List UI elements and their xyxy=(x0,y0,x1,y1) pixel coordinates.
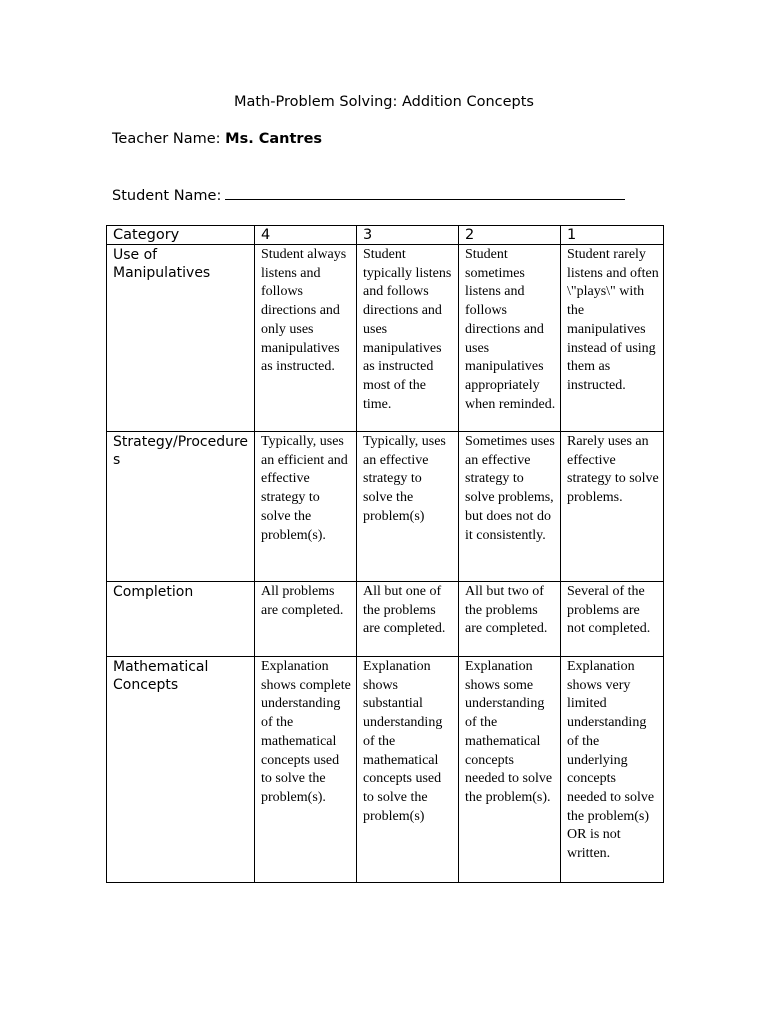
header-score-2: 2 xyxy=(459,226,561,245)
teacher-name-label: Teacher Name: xyxy=(112,131,226,147)
rubric-header-row xyxy=(107,226,664,245)
teacher-name-value: Ms. Cantres xyxy=(225,131,323,147)
criteria-cell: Explanation shows some understanding of the mathematical concepts needed to solve the problem(s). xyxy=(459,657,561,883)
rubric-row-completion xyxy=(107,582,664,657)
criteria-cell: Typically, uses an efficient and effective strategy to solve the problem(s). xyxy=(255,432,357,582)
student-name-blank xyxy=(225,182,625,200)
header-category: Category xyxy=(107,226,255,245)
criteria-cell: Student rarely listens and often \"plays\" with the manipulatives instead of using them as instructed. xyxy=(561,245,664,432)
criteria-cell: Student always listens and follows directions and only uses manipulatives as instructed. xyxy=(255,245,357,432)
student-name-label: Student Name: xyxy=(112,188,222,204)
rubric-table xyxy=(106,225,664,883)
student-name-line xyxy=(112,182,625,206)
criteria-cell: Typically, uses an effective strategy to solve the problem(s) xyxy=(357,432,459,582)
rubric-row-manipulatives xyxy=(107,245,664,432)
header-score-1: 1 xyxy=(561,226,664,245)
header-score-4: 4 xyxy=(255,226,357,245)
criteria-cell: Explanation shows very limited understanding of the underlying concepts needed to solve the problem(s) OR is not written. xyxy=(561,657,664,883)
category-cell: Strategy/Procedures xyxy=(107,432,255,582)
criteria-cell: Explanation shows substantial understanding of the mathematical concepts used to solve the problem(s) xyxy=(357,657,459,883)
category-cell: Use of Manipulatives xyxy=(107,245,255,432)
teacher-name-line xyxy=(112,129,322,149)
rubric-row-mathematical-concepts xyxy=(107,657,664,883)
criteria-cell: Several of the problems are not completed. xyxy=(561,582,664,657)
criteria-cell: Student sometimes listens and follows directions and uses manipulatives appropriately when reminded. xyxy=(459,245,561,432)
criteria-cell: Rarely uses an effective strategy to solve problems. xyxy=(561,432,664,582)
criteria-cell: Student typically listens and follows directions and uses manipulatives as instructed most of the time. xyxy=(357,245,459,432)
header-score-3: 3 xyxy=(357,226,459,245)
rubric-row-strategy xyxy=(107,432,664,582)
criteria-cell: All but two of the problems are completed. xyxy=(459,582,561,657)
category-cell: Completion xyxy=(107,582,255,657)
document-title: Math-Problem Solving: Addition Concepts xyxy=(233,94,534,110)
category-cell: Mathematical Concepts xyxy=(107,657,255,883)
criteria-cell: All but one of the problems are completed. xyxy=(357,582,459,657)
criteria-cell: Sometimes uses an effective strategy to solve problems, but does not do it consistently. xyxy=(459,432,561,582)
criteria-cell: All problems are completed. xyxy=(255,582,357,657)
criteria-cell: Explanation shows complete understanding of the mathematical concepts used to solve the problem(s). xyxy=(255,657,357,883)
